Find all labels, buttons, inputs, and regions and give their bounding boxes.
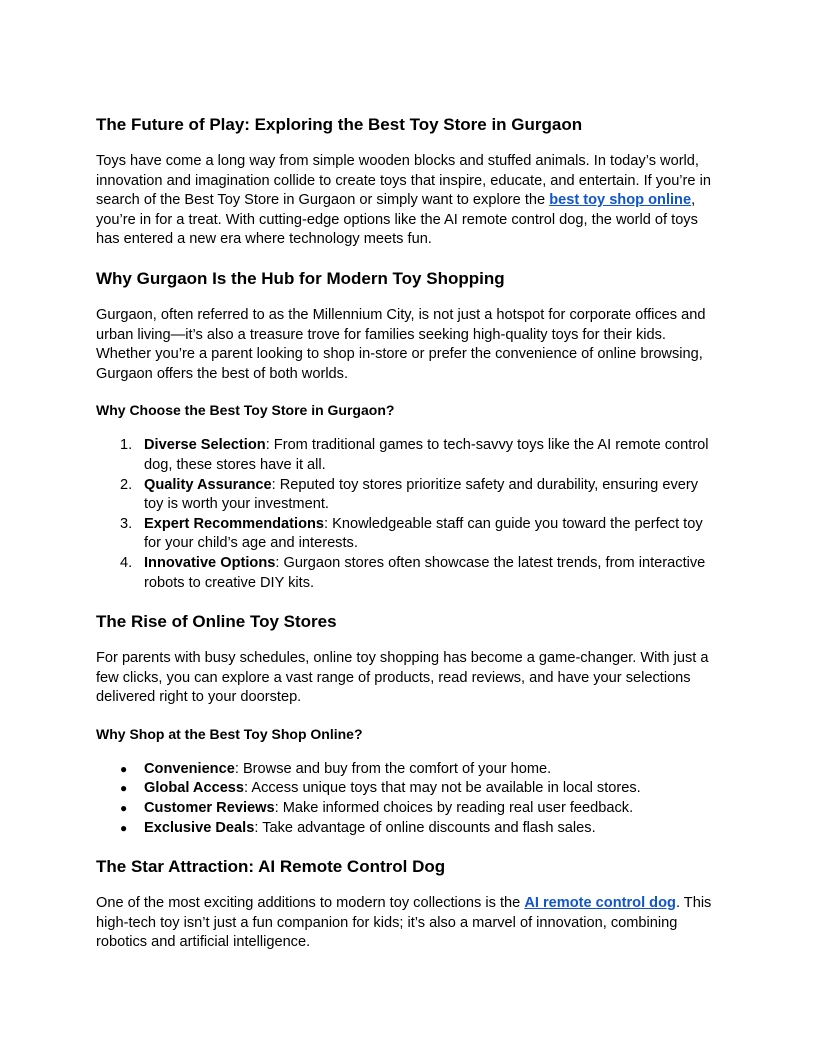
list-item-term: Quality Assurance [144,476,272,493]
list-number: 1. [120,437,133,454]
intro-text-after-link: , you’re in for a treat. With cutting-edge options like the AI remote control dog, the world of toys has entered a new era where technology meets fun. [96,192,698,248]
section-paragraph-ai-dog [96,894,720,953]
list-item [96,779,720,799]
list-item [96,436,720,475]
section-heading-ai-dog: The Star Attraction: AI Remote Control Dog [96,857,446,877]
list-item-term: Exclusive Deals [144,819,255,836]
bullet-icon: ● [120,761,128,776]
intro-text-before-link: Toys have come a long way from simple wooden blocks and stuffed animals. In today’s world, innovation and imagination collide to create toys that inspire, educate, and entertain. If you’re in search of the Best Toy Store in Gurgaon or simply want to explore the [96,153,711,209]
list-number: 4. [120,554,133,571]
list-item-text: : Take advantage of online discounts and flash sales. [254,819,596,836]
list-number: 3. [120,515,133,532]
list-item [96,819,720,839]
intro-paragraph [96,152,720,250]
list-item-text: : Browse and buy from the comfort of your home. [234,760,552,777]
bullet-list-online-benefits [96,760,720,838]
section-paragraph-gurgaon: Gurgaon, often referred to as the Millennium City, is not just a hotspot for corporate offices and urban living—it’s also a treasure trove for families seeking high-quality toys for their kids. Whether you’re a parent looking to shop in-store or prefer the convenience of online browsing, Gurgaon offers the best of both worlds. [96,306,706,382]
list-item-term: Global Access [144,780,245,797]
best-toy-shop-online-link[interactable]: best toy shop online [549,192,692,209]
ai-remote-control-dog-link[interactable]: AI remote control dog [524,895,676,912]
numbered-list-reasons [96,436,720,593]
list-item [96,515,720,554]
list-item-term: Customer Reviews [144,800,275,817]
list-item-text: : Gurgaon stores often showcase the latest trends, from interactive robots to creative DIY kits. [144,554,706,591]
list-item [96,760,720,780]
section-heading-online-stores: The Rise of Online Toy Stores [96,612,337,632]
list-item-text: : Access unique toys that may not be available in local stores. [244,780,641,797]
list-item-text: : From traditional games to tech-savvy toys like the AI remote control dog, these stores have it all. [144,437,709,473]
list-item [96,554,720,593]
bullet-icon: ● [120,820,128,835]
section-paragraph-online: For parents with busy schedules, online toy shopping has become a game-changer. With just a few clicks, you can explore a vast range of products, read reviews, and have your selections delivered right to your doorstep. [96,650,709,706]
bullet-icon: ● [120,781,128,796]
list-item-text: : Make informed choices by reading real user feedback. [274,800,634,817]
section-heading-gurgaon-hub: Why Gurgaon Is the Hub for Modern Toy Shopping [96,268,505,288]
subheading-why-shop-online: Why Shop at the Best Toy Shop Online? [96,725,363,742]
bullet-icon: ● [120,801,128,816]
list-item-term: Innovative Options [144,554,276,571]
list-item [96,476,720,515]
list-item [96,799,720,819]
list-item-text: : Knowledgeable staff can guide you toward the perfect toy for your child’s age and interests. [144,515,703,552]
list-item-term: Expert Recommendations [144,515,325,532]
list-item-term: Diverse Selection [144,437,266,454]
subheading-why-choose: Why Choose the Best Toy Store in Gurgaon? [96,402,395,419]
list-item-term: Convenience [144,760,235,777]
ai-dog-text-before-link: One of the most exciting additions to modern toy collections is the [96,895,525,912]
list-item-text: : Reputed toy stores prioritize safety and durability, ensuring every toy is worth your investment. [144,476,699,513]
document-page [96,112,720,953]
article-title: The Future of Play: Exploring the Best Toy Store in Gurgaon [96,115,583,134]
ai-dog-text-after-link: . This high-tech toy isn’t just a fun companion for kids; it’s also a marvel of innovation, combining robotics and artificial intelligence. [96,895,712,951]
list-number: 2. [120,476,133,493]
